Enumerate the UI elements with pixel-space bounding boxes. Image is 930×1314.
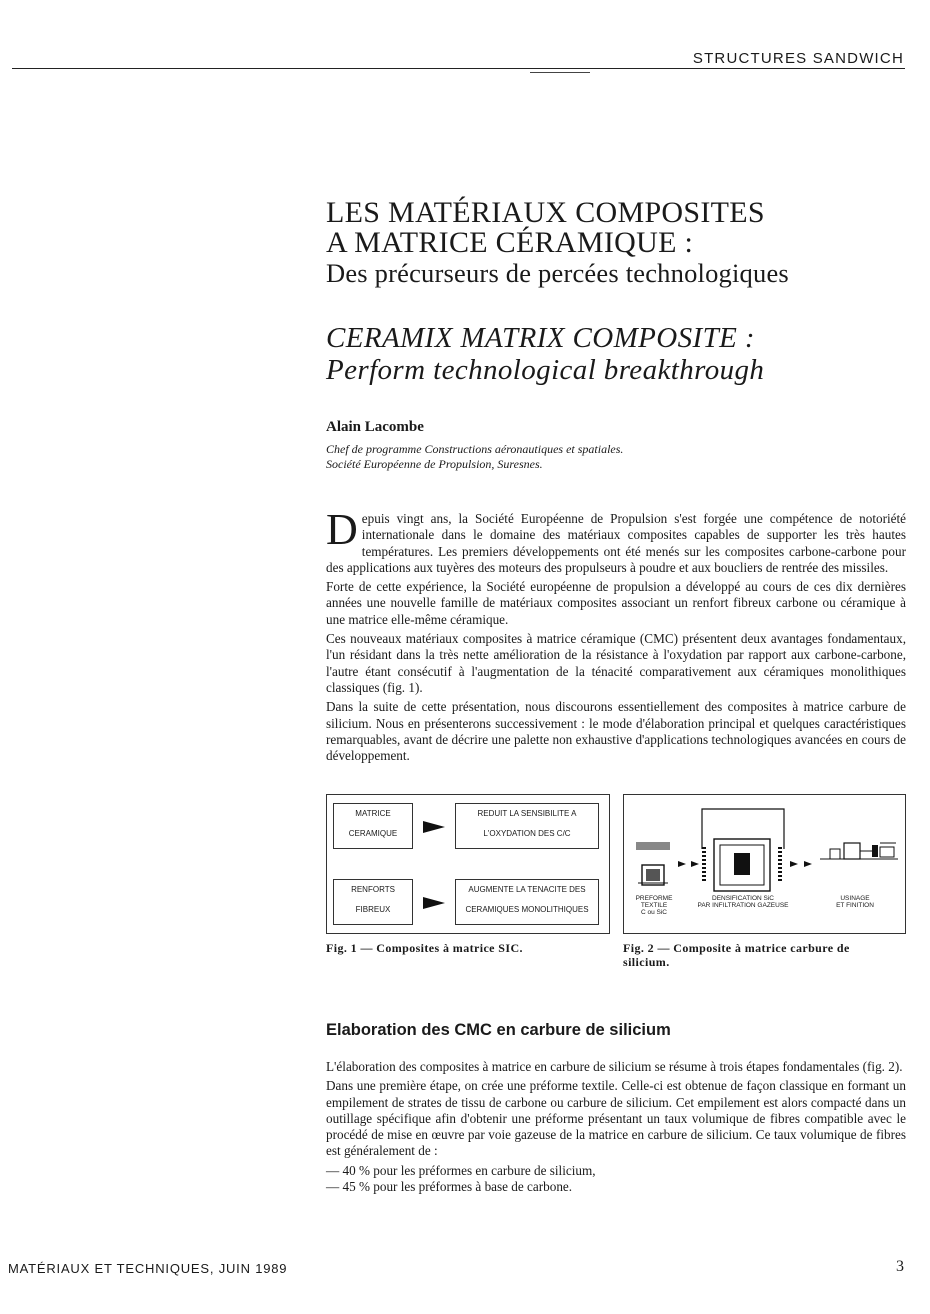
fig2-label-densification bbox=[680, 895, 806, 909]
title-french-line2: A MATRICE CÉRAMIQUE : bbox=[326, 226, 694, 259]
fig2-furnace-icon bbox=[702, 809, 784, 891]
intro-paragraph-3: Ces nouveaux matériaux composites à matrice céramique (CMC) présentent deux avantages fondamentaux, l'un résidant dans la très nette amélioration de la résistance à l'oxydation par rapport aux carbone-carbone, l'autre étant consécutif à l'augmentation de la ténacité comparativement aux céramiques monolithiques classiques (fig. 1). bbox=[326, 631, 906, 695]
header-rule bbox=[12, 68, 905, 69]
intro-paragraph-1 bbox=[326, 505, 906, 576]
page-number: 3 bbox=[896, 1258, 904, 1275]
fig2-preform-icon bbox=[638, 865, 668, 885]
figure-2 bbox=[623, 794, 906, 934]
intro-paragraph-4: Dans la suite de cette présentation, nous discourons essentiellement des composites à matrice carbure de silicium. Nous en présenterons successivement : le mode d'élaboration principal et quelques caractéristiques remarquables, avant de décrire une palette non exhaustive d'applications technologiques avancées en cours de développement. bbox=[326, 699, 906, 764]
section-heading: Elaboration des CMC en carbure de silicium bbox=[326, 1021, 671, 1039]
intro-paragraph-1-text: epuis vingt ans, la Société Européenne de Propulsion s'est forgée une compétence de notoriété internationale dans le domaine des matériaux composites capables de supporter les très hautes températures. Les premiers développements ont été menés sur les composites carbone-carbone pour des applications aux tuyères des moteurs des propulseurs à poudre et aux boucliers de rentrée des missiles. bbox=[326, 511, 906, 575]
fig1-box1-line2: CERAMIQUE bbox=[348, 829, 398, 838]
title-french-line1: LES MATÉRIAUX COMPOSITES bbox=[326, 196, 765, 229]
figure-1-caption: Fig. 1 — Composites à matrice SIC. bbox=[326, 941, 523, 955]
fig1-box-ceramic-matrix bbox=[333, 803, 413, 849]
list-item: — 40 % pour les préformes en carbure de silicium, bbox=[326, 1162, 596, 1178]
title-french-subtitle: Des précurseurs de percées technologiques bbox=[326, 258, 789, 288]
running-head: STRUCTURES SANDWICH bbox=[692, 50, 904, 67]
drop-cap: D bbox=[326, 505, 358, 554]
title-english-line1: CERAMIX MATRIX COMPOSITE : bbox=[326, 322, 755, 354]
fig1-box4-line2: CERAMIQUES MONOLITHIQUES bbox=[465, 905, 589, 914]
fig1-box1-line1: MATRICE bbox=[355, 809, 391, 818]
affiliation-line2: Société Européenne de Propulsion, Suresnes. bbox=[326, 457, 543, 471]
fig1-box3-line1: RENFORTS bbox=[351, 885, 395, 894]
fig2-label1-line1: PREFORME bbox=[635, 895, 673, 902]
fig2-arrows-1-icon bbox=[678, 861, 699, 867]
title-english bbox=[326, 322, 906, 386]
fig1-box-oxidation bbox=[455, 803, 599, 849]
fig1-arrow-2-icon bbox=[423, 897, 445, 909]
figure-2-caption bbox=[623, 941, 850, 969]
title-french bbox=[326, 198, 906, 288]
intro-text bbox=[326, 505, 906, 767]
footer-journal: MATÉRIAUX ET TECHNIQUES, JUIN 1989 bbox=[8, 1261, 288, 1276]
affiliation-line1: Chef de programme Constructions aéronautiques et spatiales. bbox=[326, 442, 624, 456]
fig1-box-toughness bbox=[455, 879, 599, 925]
fig1-box-fiber-reinforcement bbox=[333, 879, 413, 925]
section-paragraph-2: Dans une première étape, on crée une préforme textile. Celle-ci est obtenue de façon classique en formant un empilement de strates de tissu de carbone ou carbure de silicium. Cet empilement est alors compacté dans un outillage spécifique afin d'obtenir une préforme présentant un taux volumique de fibres compatible avec le procédé de mise en œuvre par voie gazeuse de la matrice en carbure de silicium. Ce taux volumique de fibres est généralement de : bbox=[326, 1078, 906, 1159]
fig1-box4-line1: AUGMENTE LA TENACITE DES bbox=[468, 885, 586, 894]
header-rule-accent bbox=[530, 72, 590, 73]
figure-1 bbox=[326, 794, 610, 934]
fig2-label1-line2: TEXTILE bbox=[640, 902, 668, 909]
fig1-box2-line1: REDUIT LA SENSIBILITE A bbox=[477, 809, 577, 818]
fig2-label-preform bbox=[628, 895, 680, 916]
section-paragraph-1: L'élaboration des composites à matrice en carbure de silicium se résume à trois étapes fondamentales (fig. 2). bbox=[326, 1059, 903, 1074]
figure-2-caption-line2: silicium. bbox=[623, 955, 670, 969]
fig2-label-machining bbox=[810, 895, 900, 909]
fig1-box2-line2: L'OXYDATION DES C/C bbox=[483, 829, 571, 838]
fig2-label2-line2: PAR INFILTRATION GAZEUSE bbox=[697, 902, 789, 909]
section-list bbox=[326, 1163, 906, 1196]
author-affiliation bbox=[326, 442, 906, 472]
fig2-arrows-2-icon bbox=[790, 861, 812, 867]
fig1-arrow-1-icon bbox=[423, 821, 445, 833]
author-name: Alain Lacombe bbox=[326, 419, 424, 435]
fig2-machining-icon bbox=[820, 843, 898, 859]
fig2-label3-line1: USINAGE bbox=[840, 895, 870, 902]
section-text bbox=[326, 1059, 906, 1195]
fig2-label3-line2: ET FINITION bbox=[836, 902, 874, 909]
figure-2-caption-line1: Fig. 2 — Composite à matrice carbure de bbox=[623, 941, 850, 955]
intro-paragraph-2: Forte de cette expérience, la Société européenne de propulsion a développé au cours de ces dix dernières années une nouvelle famille de matériaux composites associant un renfort fibreux carbone ou céramique à une matrice elle-même céramique. bbox=[326, 579, 906, 627]
list-item: — 45 % pour les préformes à base de carbone. bbox=[326, 1179, 573, 1195]
fig2-fabric-layers-icon bbox=[636, 843, 670, 849]
title-english-line2: Perform technological breakthrough bbox=[326, 354, 765, 386]
fig2-label2-line1: DENSIFICATION SiC bbox=[712, 895, 774, 902]
fig2-label1-line3: C ou SiC bbox=[640, 909, 667, 916]
fig1-box3-line2: FIBREUX bbox=[355, 905, 391, 914]
